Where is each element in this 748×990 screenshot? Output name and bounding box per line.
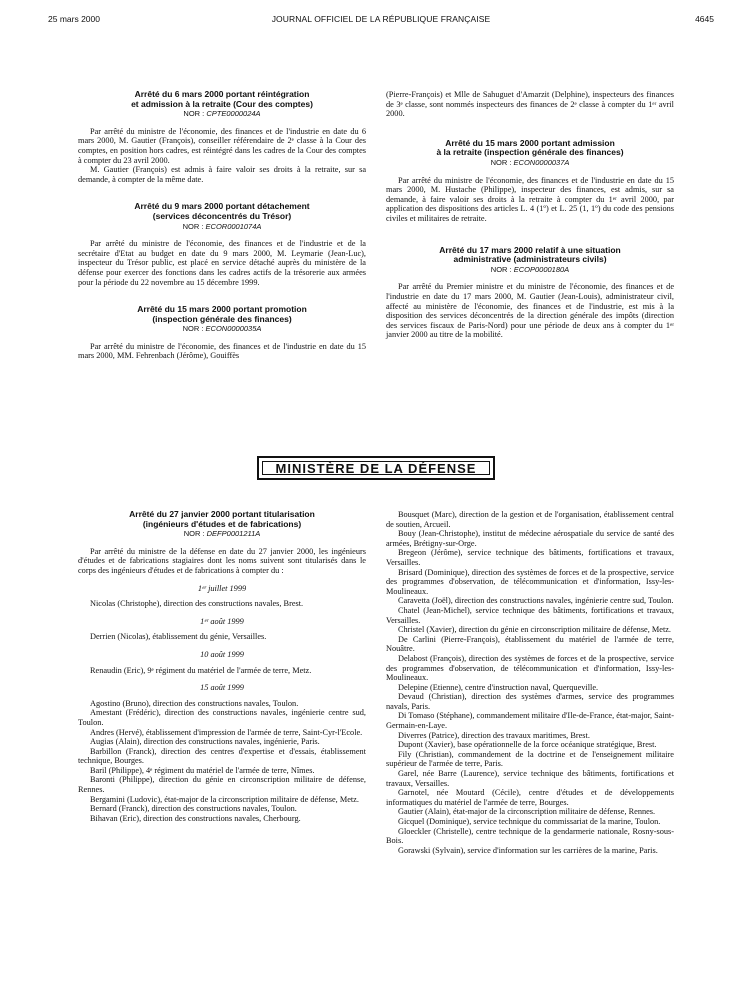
list-item: Baril (Philippe), 4ᵉ régiment du matériel de l'armée de terre, Nîmes. bbox=[90, 765, 315, 775]
top-left-column bbox=[78, 90, 366, 361]
article-paragraph: Par arrêté du ministre de l'économie, des finances et de l'industrie en date du 6 mars 2000, M. Gautier (François), conseiller référendaire de 2ᵉ classe à la Cour des comptes, en position hors cadres, est réintégré dans les cadres de la Cour des comptes à compter du 23 avril 2000. bbox=[78, 126, 366, 165]
list-item: Garel, née Barre (Laurence), service technique des bâtiments, fortifications et travaux, Versailles. bbox=[386, 769, 674, 788]
list-item: Brisard (Dominique), direction des systèmes de forces et de la prospective, service des programmes d'observation, de télécommunication et d'information, Issy-les-Moulineaux. bbox=[386, 567, 674, 596]
nor-reference: NOR : ECOR0001074A bbox=[182, 221, 262, 231]
header-date: 25 mars 2000 bbox=[48, 14, 100, 24]
page-header bbox=[48, 14, 714, 30]
ministry-title: MINISTÈRE DE LA DÉFENSE bbox=[262, 461, 490, 475]
list-item: Renaudin (Eric), 9ᵉ régiment du matériel de l'armée de terre, Metz. bbox=[90, 665, 312, 675]
article-paragraph: Par arrêté du ministre de l'économie, des finances et de l'industrie et de la secrétaire d'Etat au budget en date du 9 mars 2000, M. Leymarie (Jean-Luc), inspecteur du Trésor public, est placé en service détaché auprès du ministère de la défense pour exercer des fonctions dans les cadres actifs de la trésorerie aux armées pour la période du 22 novembre au 15 décembre 1999. bbox=[78, 239, 366, 287]
list-item: Augias (Alain), direction des constructions navales, ingénierie, Paris. bbox=[90, 737, 320, 747]
nor-reference: NOR : ECOP0000180A bbox=[490, 264, 570, 274]
list-item: Bouy (Jean-Christophe), institut de médecine aérospatiale du service de santé des armées, Brétigny-sur-Orge. bbox=[386, 529, 674, 548]
list-item: Chatel (Jean-Michel), service technique des bâtiments, fortifications et travaux, Versailles. bbox=[386, 605, 674, 625]
list-item: Di Tomaso (Stéphane), commandement militaire d'Ile-de-France, état-major, Saint-Germain-en-Laye. bbox=[386, 711, 674, 731]
list-item: Barbillon (Franck), direction des centres d'expertise et d'essais, établissement technique, Bourges. bbox=[78, 746, 366, 766]
article-paragraph: M. Gautier (François) est admis à faire valoir ses droits à la retraite, sur sa demande, à compter de la même date. bbox=[78, 165, 366, 184]
list-item: Derrien (Nicolas), établissement du génie, Versailles. bbox=[90, 632, 267, 642]
ministry-banner bbox=[257, 456, 495, 480]
page-number: 4645 bbox=[695, 14, 714, 24]
list-item: Christel (Xavier), direction du génie en circonscription militaire de défense, Metz. bbox=[398, 625, 672, 635]
article-paragraph: Par arrêté du ministre de l'économie, des finances et de l'industrie en date du 15 mars 2000, M. Hustache (Philippe), inspecteur des finances, est admis, sur sa demande, à faire valoir ses droits à la retraite à compter du 1ᵉʳ avril 2000, par application des dispositions des articles L. 4 (1º) et L. 25 (1, 1º) du code des pensions civiles et militaires de retraite. bbox=[386, 175, 674, 223]
list-item: Gicquel (Dominique), service technique du commissariat de la marine, Toulon. bbox=[398, 817, 661, 826]
article-continuation: (Pierre-François) et Mlle de Sahuguet d'Amarzit (Delphine), inspecteurs des finances de 3ᵉ classe, sont nommés inspecteurs des finances de 2ᵉ classe à compter du 1ᵉʳ avril 2000. bbox=[386, 90, 674, 119]
list-item: Nicolas (Christophe), direction des constructions navales, Brest. bbox=[90, 599, 304, 609]
list-item: Baronti (Philippe), direction du génie en circonscription militaire de défense, Rennes. bbox=[78, 775, 366, 795]
list-item: Dupont (Xavier), base opérationnelle de la force océanique stratégique, Brest. bbox=[398, 740, 657, 750]
bottom-left-column bbox=[78, 510, 366, 823]
list-item: Gorawski (Sylvain), service d'information sur les carrières de la marine, Paris. bbox=[398, 845, 658, 855]
list-item: Gloeckler (Christelle), centre technique de la gendarmerie nationale, Rosny-sous-Bois. bbox=[386, 826, 674, 846]
date-heading: 15 août 1999 bbox=[200, 683, 244, 693]
list-item: Amestant (Frédéric), direction des constructions navales, ingénierie centre sud, Toulon. bbox=[78, 708, 366, 727]
list-item: Devaud (Christian), direction des systèmes d'armes, service des programmes navals, Paris. bbox=[386, 692, 674, 711]
list-item: Garnotel, née Moutard (Cécile), centre d'études et de développements informatiques du matériel de l'armée de terre, Bourges. bbox=[386, 788, 674, 807]
list-item: Andres (Hervé), établissement d'impression de l'armée de terre, Saint-Cyr-l'Ecole. bbox=[90, 727, 363, 737]
list-item: Bihavan (Eric), direction des constructions navales, Cherbourg. bbox=[90, 813, 301, 823]
date-heading: 1ᵉʳ août 1999 bbox=[200, 616, 244, 626]
date-heading: 1ᵉʳ juillet 1999 bbox=[197, 583, 247, 593]
list-item: Bregeon (Jérôme), service technique des bâtiments, fortifications et travaux, Versailles. bbox=[386, 548, 674, 567]
article-title: Arrêté du 15 mars 2000 portant admission à la retraite (inspection générale des finances) bbox=[436, 137, 624, 158]
list-item: Gautier (Alain), état-major de la circonscription militaire de défense, Rennes. bbox=[398, 807, 656, 817]
nor-reference: NOR : ECON0000035A bbox=[182, 324, 262, 334]
list-item: Bousquet (Marc), direction de la gestion et de l'organisation, établissement central de soutien, Arcueil. bbox=[386, 510, 674, 529]
journal-title: JOURNAL OFFICIEL DE LA RÉPUBLIQUE FRANÇAISE bbox=[271, 14, 491, 24]
nor-reference: NOR : DEFP0001211A bbox=[183, 529, 261, 539]
article-title: Arrêté du 6 mars 2000 portant réintégration et admission à la retraite (Cour des comptes) bbox=[131, 89, 313, 109]
top-right-column bbox=[386, 90, 674, 340]
list-item: Bernard (Franck), direction des constructions navales, Toulon. bbox=[90, 804, 297, 814]
list-item: Delepine (Etienne), centre d'instruction naval, Querqueville. bbox=[398, 682, 599, 692]
article-paragraph: Par arrêté du ministre de l'économie, des finances et de l'industrie en date du 15 mars 2000, MM. Fehrenbach (Jérôme), Gouiffès bbox=[78, 341, 366, 361]
list-item: Delabost (François), direction des systèmes de forces et de la prospective, service des programmes d'observation, de télécommunication et d'information, Issy-les-Moulineaux. bbox=[386, 653, 674, 683]
date-heading: 10 août 1999 bbox=[200, 649, 244, 659]
article-paragraph: Par arrêté du ministre de la défense en date du 27 janvier 2000, les ingénieurs d'études et de fabrications stagiaires dont les noms suivent sont titularisés dans le corps des ingénieurs d'études et de fabrications à compter du : bbox=[78, 546, 366, 575]
list-item: Diverres (Patrice), direction des travaux maritimes, Brest. bbox=[398, 730, 590, 740]
list-item: Caravetta (Joël), direction des constructions navales, ingénierie centre sud, Toulon. bbox=[398, 596, 674, 606]
list-item: Agostino (Bruno), direction des constructions navales, Toulon. bbox=[90, 698, 299, 708]
nor-reference: NOR : CPTE0000024A bbox=[183, 109, 261, 119]
article-title: Arrêté du 27 janvier 2000 portant titularisation (ingénieurs d'études et de fabrications) bbox=[129, 509, 315, 529]
list-item: Bergamini (Ludovic), état-major de la circonscription militaire de défense, Metz. bbox=[90, 794, 359, 804]
bottom-right-column bbox=[386, 510, 674, 855]
article-title: Arrêté du 9 mars 2000 portant détachement (services déconcentrés du Trésor) bbox=[134, 201, 310, 221]
article-title: Arrêté du 15 mars 2000 portant promotion (inspection générale des finances) bbox=[137, 304, 307, 324]
article-paragraph: Par arrêté du Premier ministre et du ministre de l'économie, des finances et de l'industrie en date du 17 mars 2000, M. Gautier (Jean-Louis), administrateur civil, affecté au ministère de l'économie, des finances et de l'industrie, est mis à la disposition des services déconcentrés de la direction générale des impôts (direction des services fiscaux de Paris-Nord) pour une période de deux ans à compter du 1ᵉʳ janvier 2000 au titre de la mobilité. bbox=[386, 282, 674, 340]
list-item: De Carlini (Pierre-François), établissement du matériel de l'armée de terre, Nouâtre. bbox=[386, 634, 674, 654]
list-item: Fily (Christian), commandement de la doctrine et de l'enseignement militaire supérieur de l'armée de terre, Paris. bbox=[386, 749, 674, 769]
article-title: Arrêté du 17 mars 2000 relatif à une situation administrative (administrateurs civils) bbox=[439, 244, 621, 265]
nor-reference: NOR : ECON0000037A bbox=[490, 157, 570, 167]
